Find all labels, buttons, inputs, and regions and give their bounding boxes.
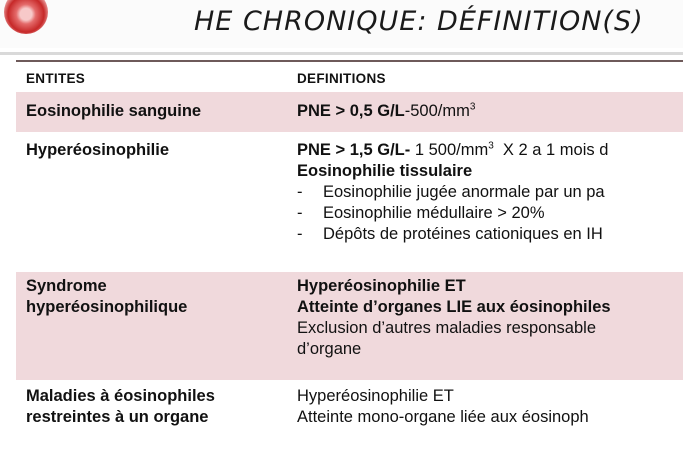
definition-cell [297, 101, 475, 122]
superscript: 3 [488, 140, 494, 152]
eosinophil-logo-icon [4, 0, 48, 34]
slide-header [0, 0, 683, 48]
slide-title: HE CHRONIQUE: DÉFINITION(S) [194, 6, 644, 37]
list-item: - Eosinophilie jugée anormale par un pa [297, 183, 605, 201]
table-row [16, 380, 683, 460]
header-definitions: DEFINITIONS [297, 71, 386, 86]
definition-subtitle: Eosinophilie tissulaire [297, 162, 473, 180]
header-divider [0, 52, 683, 55]
entity-cell: Hyperéosinophilie [26, 141, 170, 159]
table-row [16, 132, 683, 272]
table-row [16, 272, 683, 380]
definition-bold: PNE > 0,5 G/L [297, 102, 405, 120]
header-entites: ENTITES [26, 71, 86, 86]
definition-text: 1 500/mm [410, 141, 489, 159]
superscript: 3 [469, 101, 476, 113]
definition-tail: X 2 a 1 mois d [493, 141, 609, 159]
table-row [16, 92, 683, 132]
entity-cell: Maladies à éosinophiles restreintes à un organe [26, 387, 215, 426]
list-item: - Dépôts de protéines cationiques en IH [297, 225, 603, 243]
entity-cell: Eosinophilie sanguine [26, 102, 202, 120]
definition-cell [297, 140, 608, 245]
definition-bold: PNE > 1,5 G/L- [297, 141, 411, 159]
definition-cell: Hyperéosinophilie ET Atteinte mono-organe liée aux éosinoph [297, 387, 589, 426]
definition-text: -500/mm [404, 102, 470, 120]
table-header-row [16, 60, 683, 94]
list-item: - Eosinophilie médullaire > 20% [297, 204, 545, 222]
entity-cell: Syndrome hyperéosinophilique [26, 277, 188, 316]
definition-cell: Hyperéosinophilie ET Atteinte d’organes LIE aux éosinophiles Exclusion d’autres maladies responsable d’organe [297, 277, 611, 358]
